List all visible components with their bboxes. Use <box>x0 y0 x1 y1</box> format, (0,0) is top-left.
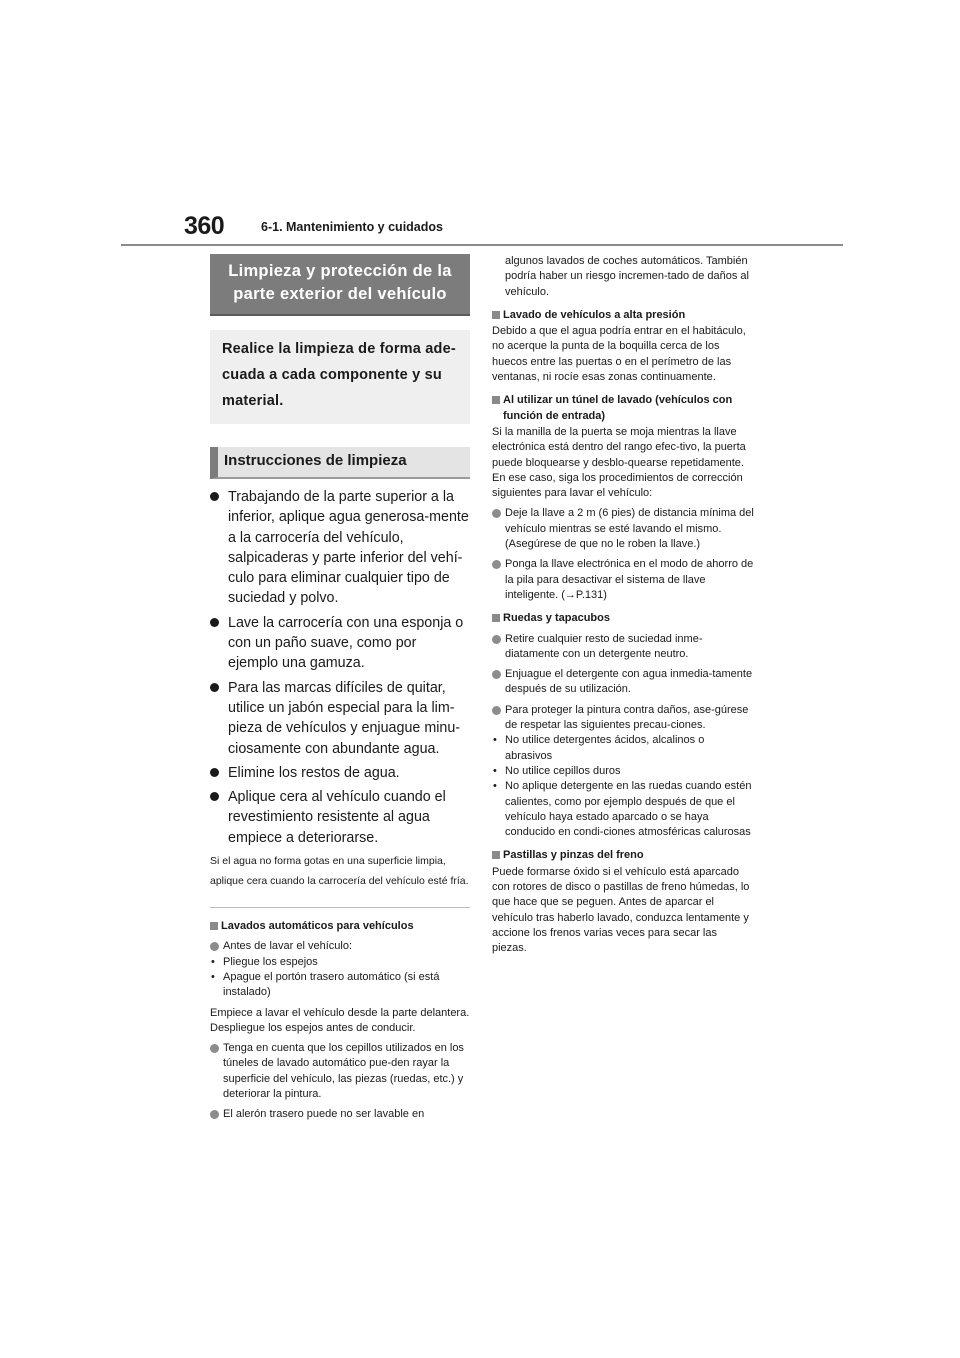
section-heading <box>492 308 754 323</box>
bullet-icon <box>210 768 219 777</box>
instruction-text: Aplique cera al vehículo cuando el revestimiento resistente al agua empiece a deteriorarse. <box>228 789 446 846</box>
section-heading <box>492 848 754 863</box>
note-item <box>492 667 754 698</box>
heading-text: Al utilizar un túnel de lavado (vehículos con función de entrada) <box>503 394 733 422</box>
wax-note: Si el agua no forma gotas en una superficie limpia, aplique cera cuando la carrocería del vehículo esté fría. <box>210 855 469 887</box>
note-item <box>492 632 754 663</box>
page-reference-link[interactable]: Ponga la llave electrónica en el modo de ahorro de la pila para desactivar el sistema de llave inteligente. (→P.131) <box>505 558 754 601</box>
sub-item-text: Apague el portón trasero automático (si está instalado) <box>223 970 440 999</box>
square-bullet-icon <box>492 614 500 622</box>
circle-bullet-icon <box>492 670 501 679</box>
paragraph: Si la manilla de la puerta se moja mientras la llave electrónica está dentro del rango efec-tivo, la puerta puede bloquearse y desblo-quearse repetidamente. En ese caso, siga los procedimientos de corrección siguientes para lavar el vehículo: <box>492 425 746 500</box>
instruction-item <box>210 678 470 759</box>
sub-item <box>210 970 470 1001</box>
section-heading <box>492 393 754 424</box>
tunnel-section <box>492 393 754 603</box>
section-label: 6-1. Mantenimiento y cuidados <box>261 220 443 234</box>
bullet-icon <box>210 683 219 692</box>
divider <box>210 907 470 908</box>
note-item <box>492 557 754 603</box>
circle-bullet-icon <box>492 706 501 715</box>
circle-bullet-icon <box>492 509 501 518</box>
continued-text: algunos lavados de coches automáticos. También podría haber un riesgo incremen-tado de daños al vehículo. <box>505 255 749 298</box>
wheels-section <box>492 611 754 840</box>
circle-bullet-icon <box>492 635 501 644</box>
paragraph: Puede formarse óxido si el vehículo está aparcado con rotores de disco o pastillas de freno húmedas, lo que hace que se peguen. Antes de aparcar el vehículo tras haberlo lavado, conduzca lentamente y accione los frenos varias veces para secar las piezas. <box>492 865 750 955</box>
dot-bullet-icon: • <box>493 764 497 777</box>
section-title-line: Limpieza y protección de la <box>228 262 452 280</box>
note-item <box>492 506 754 552</box>
note-item <box>210 1041 470 1102</box>
heading-text: Lavado de vehículos a alta presión <box>503 308 686 321</box>
sub-item <box>210 955 470 970</box>
instruction-text: Lave la carrocería con una esponja o con un paño suave, como por ejemplo una gamuza. <box>228 614 464 672</box>
page-number: 360 <box>184 212 225 240</box>
sub-item <box>492 779 754 840</box>
dot-bullet-icon: • <box>211 955 215 968</box>
sub-item-text: No utilice cepillos duros <box>505 764 621 777</box>
sub-item <box>492 733 754 764</box>
bullet-icon <box>210 618 219 627</box>
instruction-item <box>210 487 470 609</box>
high-pressure-section <box>492 308 754 385</box>
intro-line: material. <box>222 393 284 409</box>
circle-bullet-icon <box>210 1044 219 1053</box>
intro-box <box>210 330 470 424</box>
auto-wash-section <box>210 919 470 1123</box>
sub-item-text: Pliegue los espejos <box>223 955 318 968</box>
heading-text: Pastillas y pinzas del freno <box>503 849 644 862</box>
instruction-text: Para las marcas difíciles de quitar, utilice un jabón especial para la lim-pieza de vehículos y enjuague minu-ciosamente con abundante agua. <box>228 679 461 757</box>
note-text: Retire cualquier resto de suciedad inme-diatamente con un detergente neutro. <box>505 632 703 660</box>
intro-line: Realice la limpieza de forma ade- <box>222 341 456 357</box>
dot-bullet-icon: • <box>493 734 497 747</box>
section-heading <box>492 611 754 626</box>
instruction-text: Trabajando de la parte superior a la inferior, aplique agua generosa-mente a la carrocería del vehículo, salpicaderas y parte inferior del vehí-culo para eliminar cualquier tipo de suciedad y polvo. <box>228 489 469 607</box>
instruction-item <box>210 763 470 783</box>
note-text: Para proteger la pintura contra daños, ase-gúrese de respetar las siguientes precau-ciones. <box>505 703 749 732</box>
header-rule <box>121 244 843 246</box>
note-text: Enjuague el detergente con agua inmedia-tamente después de su utilización. <box>505 668 753 696</box>
circle-bullet-icon <box>210 942 219 951</box>
circle-bullet-icon <box>210 1110 219 1119</box>
note-text: Antes de lavar el vehículo: <box>223 940 353 953</box>
brakes-section <box>492 848 754 956</box>
section-title-line: parte exterior del vehículo <box>233 285 447 303</box>
sub-item-text: No aplique detergente en las ruedas cuando estén calientes, como por ejemplo después de que el vehículo haya estado aparcado o se haya conducido en condi-ciones atmosféricas calurosas <box>505 780 752 839</box>
section-heading <box>210 919 470 934</box>
note-item <box>210 939 470 954</box>
sub-item-text: No utilice detergentes ácidos, alcalinos o abrasivos <box>505 734 705 762</box>
section-title-box <box>210 254 470 316</box>
subsection-heading: Instrucciones de limpieza <box>210 447 470 479</box>
note-text: Tenga en cuenta que los cepillos utilizados en los túneles de lavado automático pue-den rayar la superficie del vehículo, las piezas (ruedas, etc.) y deteriorar la pintura. <box>223 1042 464 1101</box>
dot-bullet-icon: • <box>493 780 497 793</box>
circle-bullet-icon <box>492 560 501 569</box>
dot-bullet-icon: • <box>211 970 215 983</box>
note-item <box>492 703 754 734</box>
note-text: El alerón trasero puede no ser lavable en <box>223 1108 425 1121</box>
paragraph: Empiece a lavar el vehículo desde la parte delantera. Despliegue los espejos antes de conducir. <box>210 1006 470 1034</box>
sub-item <box>492 764 754 779</box>
paragraph: Debido a que el agua podría entrar en el habitáculo, no acerque la punta de la boquilla cerca de los huecos entre las puertas o en el perímetro de las ventanas, ni rocíe esas zonas continuamente. <box>492 325 746 384</box>
square-bullet-icon <box>492 851 500 859</box>
heading-text: Ruedas y tapacubos <box>503 612 610 625</box>
square-bullet-icon <box>210 922 218 930</box>
heading-text: Lavados automáticos para vehículos <box>221 920 414 933</box>
note-item <box>210 1107 470 1122</box>
bullet-icon <box>210 792 219 801</box>
right-column <box>492 254 754 956</box>
note-text: Deje la llave a 2 m (6 pies) de distancia mínima del vehículo mientras se esté lavando el mismo. (Asegúrese de que no le roben la llave.) <box>505 507 754 551</box>
square-bullet-icon <box>492 396 500 404</box>
square-bullet-icon <box>492 311 500 319</box>
intro-line: cuada a cada componente y su <box>222 367 442 383</box>
instruction-item <box>210 613 470 674</box>
instruction-item <box>210 787 470 848</box>
instruction-list <box>210 487 470 848</box>
left-column <box>210 254 470 1123</box>
bullet-icon <box>210 492 219 501</box>
instruction-text: Elimine los restos de agua. <box>228 764 400 781</box>
